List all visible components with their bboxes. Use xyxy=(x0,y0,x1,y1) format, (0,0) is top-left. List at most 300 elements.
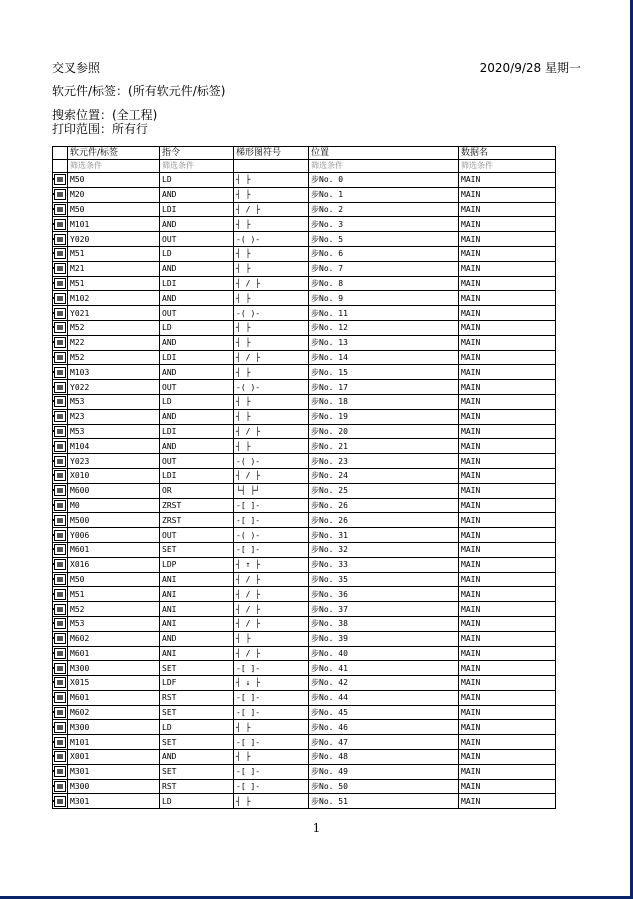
ladder-symbol-cell: -[ ]- xyxy=(234,513,309,528)
table-row[interactable] xyxy=(53,750,556,765)
device-cell: M51 xyxy=(68,276,160,291)
column-header-data-name[interactable]: 数据名 xyxy=(459,147,556,160)
ladder-symbol-cell: ┤ / ├ xyxy=(234,602,309,617)
instruction-cell: AND xyxy=(160,187,234,202)
instruction-cell: AND xyxy=(160,335,234,350)
instruction-cell: SET xyxy=(160,542,234,557)
instruction-cell: LDI xyxy=(160,202,234,217)
device-chip-icon xyxy=(54,396,66,407)
device-cell: M53 xyxy=(68,424,160,439)
row-icon-cell xyxy=(53,320,68,335)
instruction-cell: AND xyxy=(160,217,234,232)
row-icon-cell xyxy=(53,764,68,779)
data-name-cell: MAIN xyxy=(459,365,556,380)
table-row[interactable] xyxy=(53,394,556,409)
device-cell: M52 xyxy=(68,320,160,335)
row-icon-cell xyxy=(53,705,68,720)
position-cell: 步No. 14 xyxy=(309,350,459,365)
data-name-cell: MAIN xyxy=(459,616,556,631)
table-row[interactable] xyxy=(53,676,556,691)
table-row[interactable] xyxy=(53,261,556,276)
device-chip-icon xyxy=(54,648,66,659)
instruction-cell: SET xyxy=(160,705,234,720)
row-icon-cell xyxy=(53,794,68,809)
position-cell: 步No. 41 xyxy=(309,661,459,676)
device-cell: M51 xyxy=(68,246,160,261)
row-icon-cell xyxy=(53,173,68,188)
ladder-symbol-cell: -[ ]- xyxy=(234,542,309,557)
cross-reference-table xyxy=(52,146,556,809)
device-chip-icon xyxy=(54,515,66,526)
data-name-cell: MAIN xyxy=(459,779,556,794)
position-cell: 步No. 8 xyxy=(309,276,459,291)
device-cell: Y023 xyxy=(68,454,160,469)
table-row[interactable] xyxy=(53,306,556,321)
table-row[interactable] xyxy=(53,217,556,232)
device-cell: M0 xyxy=(68,498,160,513)
data-name-cell: MAIN xyxy=(459,439,556,454)
table-row[interactable] xyxy=(53,468,556,483)
device-cell: X016 xyxy=(68,557,160,572)
row-icon-cell xyxy=(53,350,68,365)
ladder-symbol-cell: └┤ ├┘ xyxy=(234,483,309,498)
table-row[interactable] xyxy=(53,409,556,424)
row-icon-cell xyxy=(53,676,68,691)
device-chip-icon xyxy=(54,500,66,511)
instruction-cell: AND xyxy=(160,365,234,380)
table-row[interactable] xyxy=(53,720,556,735)
table-row[interactable] xyxy=(53,380,556,395)
instruction-cell: ANI xyxy=(160,646,234,661)
device-cell: M23 xyxy=(68,409,160,424)
table-row[interactable] xyxy=(53,276,556,291)
instruction-cell: ZRST xyxy=(160,513,234,528)
device-cell: M300 xyxy=(68,720,160,735)
instruction-cell: LD xyxy=(160,394,234,409)
position-cell: 步No. 15 xyxy=(309,365,459,380)
device-cell: Y020 xyxy=(68,232,160,247)
table-row[interactable] xyxy=(53,616,556,631)
data-name-cell: MAIN xyxy=(459,542,556,557)
table-row[interactable] xyxy=(53,513,556,528)
device-cell: M601 xyxy=(68,690,160,705)
print-range: 打印范围：所有行 xyxy=(52,122,149,136)
position-cell: 步No. 35 xyxy=(309,572,459,587)
table-row[interactable] xyxy=(53,587,556,602)
position-cell: 步No. 19 xyxy=(309,409,459,424)
instruction-cell: OUT xyxy=(160,454,234,469)
position-cell: 步No. 3 xyxy=(309,217,459,232)
data-name-cell: MAIN xyxy=(459,676,556,691)
instruction-cell: LD xyxy=(160,320,234,335)
table-row[interactable] xyxy=(53,483,556,498)
data-name-cell: MAIN xyxy=(459,291,556,306)
table-row[interactable] xyxy=(53,572,556,587)
device-cell: M102 xyxy=(68,291,160,306)
table-row[interactable] xyxy=(53,424,556,439)
row-icon-cell xyxy=(53,498,68,513)
device-chip-icon xyxy=(54,544,66,555)
instruction-cell: ANI xyxy=(160,587,234,602)
device-chip-icon xyxy=(54,248,66,259)
device-chip-icon xyxy=(54,308,66,319)
column-header-ladder-symbol[interactable]: 梯形图符号 xyxy=(234,147,309,160)
ladder-symbol-cell: -( )- xyxy=(234,232,309,247)
table-row[interactable] xyxy=(53,320,556,335)
device-cell: M50 xyxy=(68,572,160,587)
row-icon-cell xyxy=(53,217,68,232)
row-icon-cell xyxy=(53,779,68,794)
device-chip-icon xyxy=(54,263,66,274)
position-cell: 步No. 42 xyxy=(309,676,459,691)
position-cell: 步No. 40 xyxy=(309,646,459,661)
ladder-symbol-cell: -[ ]- xyxy=(234,735,309,750)
table-row[interactable] xyxy=(53,350,556,365)
instruction-cell: LDI xyxy=(160,350,234,365)
position-cell: 步No. 1 xyxy=(309,187,459,202)
device-chip-icon xyxy=(54,411,66,422)
device-chip-icon xyxy=(54,382,66,393)
filter-device[interactable]: 筛选条件 xyxy=(68,160,160,173)
position-cell: 步No. 32 xyxy=(309,542,459,557)
column-header-position[interactable]: 位置 xyxy=(309,147,459,160)
data-name-cell: MAIN xyxy=(459,720,556,735)
filter-position[interactable]: 筛选条件 xyxy=(309,160,459,173)
device-cell: M52 xyxy=(68,350,160,365)
row-icon-cell xyxy=(53,232,68,247)
ladder-symbol-cell: ┤ ├ xyxy=(234,439,309,454)
device-chip-icon xyxy=(54,633,66,644)
report-title: 交叉参照 xyxy=(52,61,101,75)
row-icon-cell xyxy=(53,439,68,454)
table-row[interactable] xyxy=(53,794,556,809)
position-cell: 步No. 50 xyxy=(309,779,459,794)
data-name-cell: MAIN xyxy=(459,513,556,528)
table-header-row xyxy=(53,147,556,160)
position-cell: 步No. 39 xyxy=(309,631,459,646)
instruction-cell: SET xyxy=(160,764,234,779)
instruction-cell: AND xyxy=(160,750,234,765)
device-cell: M602 xyxy=(68,631,160,646)
device-chip-icon xyxy=(54,663,66,674)
data-name-cell: MAIN xyxy=(459,794,556,809)
position-cell: 步No. 5 xyxy=(309,232,459,247)
ladder-symbol-cell: ┤ / ├ xyxy=(234,350,309,365)
table-row[interactable] xyxy=(53,528,556,543)
device-cell: M103 xyxy=(68,365,160,380)
device-cell: Y022 xyxy=(68,380,160,395)
ladder-symbol-cell: ┤ ├ xyxy=(234,335,309,350)
table-row[interactable] xyxy=(53,202,556,217)
data-name-cell: MAIN xyxy=(459,217,556,232)
column-header-instruction[interactable]: 指令 xyxy=(160,147,234,160)
ladder-symbol-cell: ┤ / ├ xyxy=(234,468,309,483)
device-cell: X010 xyxy=(68,468,160,483)
instruction-cell: ZRST xyxy=(160,498,234,513)
data-name-cell: MAIN xyxy=(459,661,556,676)
data-name-cell: MAIN xyxy=(459,750,556,765)
device-chip-icon xyxy=(54,278,66,289)
ladder-symbol-cell: ┤ ├ xyxy=(234,261,309,276)
filter-instruction[interactable]: 筛选条件 xyxy=(160,160,234,173)
row-icon-cell xyxy=(53,602,68,617)
row-icon-cell xyxy=(53,380,68,395)
position-cell: 步No. 23 xyxy=(309,454,459,469)
device-chip-icon xyxy=(54,352,66,363)
instruction-cell: AND xyxy=(160,261,234,276)
instruction-cell: AND xyxy=(160,291,234,306)
device-chip-icon xyxy=(54,426,66,437)
device-cell: M601 xyxy=(68,646,160,661)
row-icon-cell xyxy=(53,246,68,261)
device-chip-icon xyxy=(54,796,66,807)
position-cell: 步No. 51 xyxy=(309,794,459,809)
instruction-cell: ANI xyxy=(160,572,234,587)
table-row[interactable] xyxy=(53,764,556,779)
position-cell: 步No. 37 xyxy=(309,602,459,617)
table-row[interactable] xyxy=(53,365,556,380)
data-name-cell: MAIN xyxy=(459,306,556,321)
row-icon-cell xyxy=(53,528,68,543)
row-icon-cell xyxy=(53,365,68,380)
position-cell: 步No. 47 xyxy=(309,735,459,750)
table-row[interactable] xyxy=(53,631,556,646)
data-name-cell: MAIN xyxy=(459,454,556,469)
table-row[interactable] xyxy=(53,646,556,661)
data-name-cell: MAIN xyxy=(459,690,556,705)
data-name-cell: MAIN xyxy=(459,246,556,261)
filter-icon-cell xyxy=(53,160,68,173)
device-chip-icon xyxy=(54,485,66,496)
instruction-cell: ANI xyxy=(160,616,234,631)
device-cell: M101 xyxy=(68,217,160,232)
device-chip-icon xyxy=(54,766,66,777)
ladder-symbol-cell: ┤ ├ xyxy=(234,320,309,335)
table-row[interactable] xyxy=(53,335,556,350)
device-chip-icon xyxy=(54,574,66,585)
row-icon-cell xyxy=(53,587,68,602)
table-row[interactable] xyxy=(53,661,556,676)
position-cell: 步No. 45 xyxy=(309,705,459,720)
device-cell: M602 xyxy=(68,705,160,720)
device-cell: M301 xyxy=(68,764,160,779)
device-chip-icon xyxy=(54,781,66,792)
device-chip-icon xyxy=(54,692,66,703)
device-chip-icon xyxy=(54,441,66,452)
device-cell: M104 xyxy=(68,439,160,454)
data-name-cell: MAIN xyxy=(459,424,556,439)
row-icon-cell xyxy=(53,468,68,483)
instruction-cell: OR xyxy=(160,483,234,498)
data-name-cell: MAIN xyxy=(459,394,556,409)
instruction-cell: AND xyxy=(160,631,234,646)
ladder-symbol-cell: ┤ / ├ xyxy=(234,424,309,439)
position-cell: 步No. 6 xyxy=(309,246,459,261)
position-cell: 步No. 9 xyxy=(309,291,459,306)
device-chip-icon xyxy=(54,618,66,629)
device-chip-icon xyxy=(54,204,66,215)
report-date: 2020/9/28 星期一 xyxy=(479,61,581,75)
device-chip-icon xyxy=(54,530,66,541)
position-cell: 步No. 49 xyxy=(309,764,459,779)
data-name-cell: MAIN xyxy=(459,320,556,335)
device-chip-icon xyxy=(54,604,66,615)
ladder-symbol-cell: ┤ / ├ xyxy=(234,587,309,602)
table-row[interactable] xyxy=(53,173,556,188)
instruction-cell: LDI xyxy=(160,276,234,291)
row-icon-cell xyxy=(53,291,68,306)
position-cell: 步No. 36 xyxy=(309,587,459,602)
table-row[interactable] xyxy=(53,439,556,454)
instruction-cell: AND xyxy=(160,439,234,454)
page-number: 1 xyxy=(312,821,321,835)
device-label-filter: 软元件/标签：(所有软元件/标签) xyxy=(52,84,226,98)
row-icon-cell xyxy=(53,631,68,646)
instruction-cell: LDI xyxy=(160,424,234,439)
table-row[interactable] xyxy=(53,232,556,247)
data-name-cell: MAIN xyxy=(459,202,556,217)
table-row[interactable] xyxy=(53,542,556,557)
device-cell: M300 xyxy=(68,661,160,676)
table-row[interactable] xyxy=(53,690,556,705)
device-chip-icon xyxy=(54,293,66,304)
row-icon-cell xyxy=(53,187,68,202)
device-cell: M101 xyxy=(68,735,160,750)
device-cell: Y021 xyxy=(68,306,160,321)
position-cell: 步No. 44 xyxy=(309,690,459,705)
ladder-symbol-cell: -[ ]- xyxy=(234,764,309,779)
table-row[interactable] xyxy=(53,498,556,513)
ladder-symbol-cell: ┤ / ├ xyxy=(234,616,309,631)
device-cell: M300 xyxy=(68,779,160,794)
ladder-symbol-cell: -( )- xyxy=(234,454,309,469)
row-icon-cell xyxy=(53,306,68,321)
ladder-symbol-cell: -( )- xyxy=(234,380,309,395)
device-chip-icon xyxy=(54,219,66,230)
row-icon-cell xyxy=(53,409,68,424)
table-row[interactable] xyxy=(53,291,556,306)
ladder-symbol-cell: ┤ ├ xyxy=(234,173,309,188)
device-cell: M53 xyxy=(68,616,160,631)
ladder-symbol-cell: ┤ / ├ xyxy=(234,572,309,587)
position-cell: 步No. 2 xyxy=(309,202,459,217)
column-header-device[interactable]: 软元件/标签 xyxy=(68,147,160,160)
instruction-cell: LDP xyxy=(160,557,234,572)
ladder-symbol-cell: ┤ ├ xyxy=(234,409,309,424)
position-cell: 步No. 33 xyxy=(309,557,459,572)
row-icon-cell xyxy=(53,424,68,439)
device-chip-icon xyxy=(54,367,66,378)
table-row[interactable] xyxy=(53,779,556,794)
data-name-cell: MAIN xyxy=(459,350,556,365)
data-name-cell: MAIN xyxy=(459,764,556,779)
table-row[interactable] xyxy=(53,454,556,469)
device-cell: X015 xyxy=(68,676,160,691)
instruction-cell: RST xyxy=(160,779,234,794)
row-icon-cell xyxy=(53,690,68,705)
ladder-symbol-cell: -[ ]- xyxy=(234,690,309,705)
instruction-cell: RST xyxy=(160,690,234,705)
instruction-cell: LD xyxy=(160,246,234,261)
device-cell: M20 xyxy=(68,187,160,202)
filter-data-name[interactable]: 筛选条件 xyxy=(459,160,556,173)
data-name-cell: MAIN xyxy=(459,646,556,661)
data-name-cell: MAIN xyxy=(459,735,556,750)
ladder-symbol-cell: -( )- xyxy=(234,306,309,321)
position-cell: 步No. 17 xyxy=(309,380,459,395)
ladder-symbol-cell: -[ ]- xyxy=(234,779,309,794)
device-chip-icon xyxy=(54,707,66,718)
instruction-cell: AND xyxy=(160,409,234,424)
row-icon-cell xyxy=(53,750,68,765)
position-cell: 步No. 26 xyxy=(309,498,459,513)
device-cell: M53 xyxy=(68,394,160,409)
instruction-cell: OUT xyxy=(160,380,234,395)
device-chip-icon xyxy=(54,589,66,600)
row-icon-cell xyxy=(53,335,68,350)
ladder-symbol-cell: -( )- xyxy=(234,528,309,543)
ladder-symbol-cell: ┤ / ├ xyxy=(234,646,309,661)
position-cell: 步No. 26 xyxy=(309,513,459,528)
data-name-cell: MAIN xyxy=(459,528,556,543)
row-icon-cell xyxy=(53,616,68,631)
data-name-cell: MAIN xyxy=(459,587,556,602)
ladder-symbol-cell: ┤ ├ xyxy=(234,187,309,202)
row-icon-cell xyxy=(53,572,68,587)
row-icon-cell xyxy=(53,513,68,528)
ladder-symbol-cell: ┤ ├ xyxy=(234,365,309,380)
table-row[interactable] xyxy=(53,187,556,202)
device-cell: M50 xyxy=(68,173,160,188)
device-cell: M50 xyxy=(68,202,160,217)
row-icon-cell xyxy=(53,276,68,291)
instruction-cell: OUT xyxy=(160,528,234,543)
table-row[interactable] xyxy=(53,602,556,617)
data-name-cell: MAIN xyxy=(459,380,556,395)
device-chip-icon xyxy=(54,751,66,762)
instruction-cell: SET xyxy=(160,661,234,676)
instruction-cell: OUT xyxy=(160,306,234,321)
ladder-symbol-cell: ┤ ├ xyxy=(234,291,309,306)
device-cell: M51 xyxy=(68,587,160,602)
instruction-cell: LD xyxy=(160,794,234,809)
device-chip-icon xyxy=(54,470,66,481)
ladder-symbol-cell: -[ ]- xyxy=(234,498,309,513)
device-cell: M52 xyxy=(68,602,160,617)
position-cell: 步No. 21 xyxy=(309,439,459,454)
table-row[interactable] xyxy=(53,246,556,261)
table-row[interactable] xyxy=(53,557,556,572)
device-cell: M22 xyxy=(68,335,160,350)
data-name-cell: MAIN xyxy=(459,409,556,424)
device-cell: M500 xyxy=(68,513,160,528)
position-cell: 步No. 25 xyxy=(309,483,459,498)
data-name-cell: MAIN xyxy=(459,557,556,572)
device-chip-icon xyxy=(54,322,66,333)
ladder-symbol-cell: ┤ ├ xyxy=(234,394,309,409)
device-cell: M600 xyxy=(68,483,160,498)
data-name-cell: MAIN xyxy=(459,335,556,350)
position-cell: 步No. 13 xyxy=(309,335,459,350)
instruction-cell: LD xyxy=(160,720,234,735)
position-cell: 步No. 48 xyxy=(309,750,459,765)
position-cell: 步No. 0 xyxy=(309,173,459,188)
table-row[interactable] xyxy=(53,705,556,720)
filter-ladder-symbol[interactable] xyxy=(234,160,309,173)
row-icon-cell xyxy=(53,542,68,557)
row-icon-cell xyxy=(53,646,68,661)
table-row[interactable] xyxy=(53,735,556,750)
